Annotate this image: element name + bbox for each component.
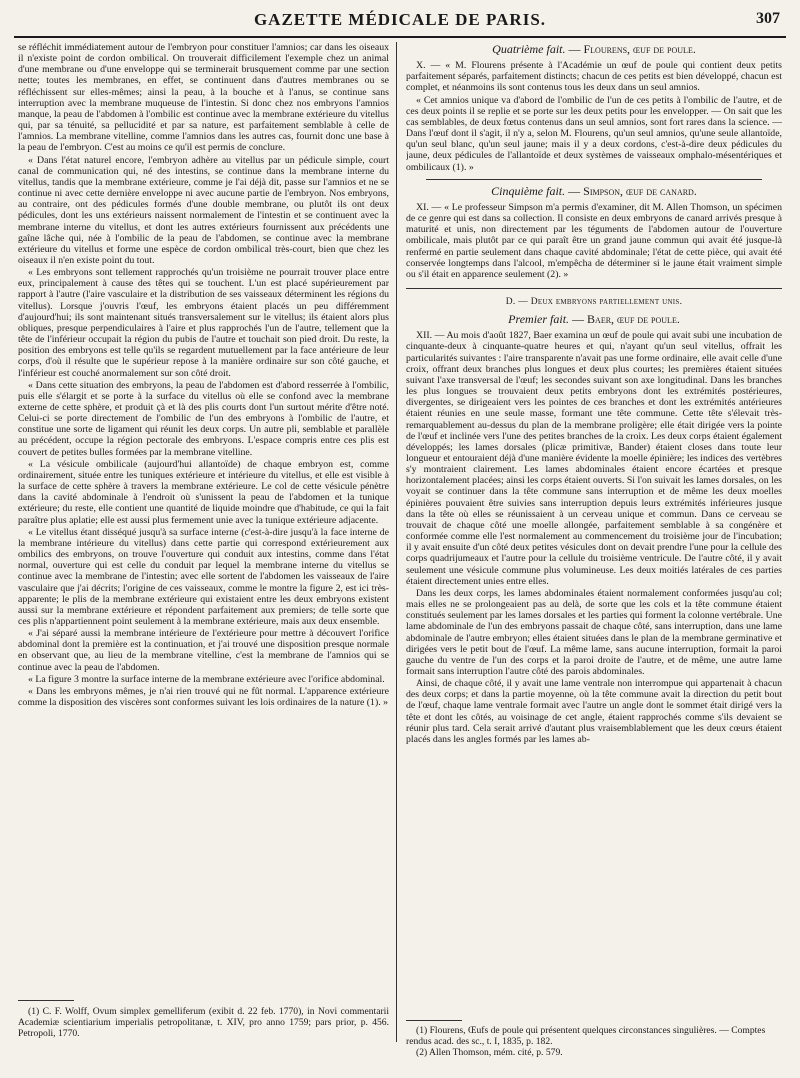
fait-title: Quatrième fait.	[492, 42, 566, 56]
fait-title: Premier fait.	[508, 312, 570, 327]
left-paragraph: « Les embryons sont tellement rapprochés qu'un troisième ne pourrait trouver place entre eux, principalement à cause des têtes qui se touchent. L'un est placé supérieurement par rapport à l'autre (l'aire vasculaire et la distribution de ses vaisseaux déterminent les régions du vitellus). Lorsque j'ouvris l'œuf, les embryons étaient placés un peu différemment d'aujourd'hui; ils sont maintenant situés transversalement sur le vitellus; ils étaient alors plus obliques, presque perpendiculaires à l'aire et plus rapprochés l'un de l'autre, tellement que la tête de l'inférieur occupait la région du pubis de l'autre et touchait son pied droit. Du reste, la position des embryons est telle qu'ils se regardent mutuellement par la face antérieure de leur corps, d'où il résulte que le supérieur repose à la manière ordinaire sur son côté gauche, et l'inférieur est couché anormalement sur son côté droit.	[18, 267, 389, 379]
right-paragraph: XI. — « Le professeur Simpson m'a permis d'examiner, dit M. Allen Thomson, un spécimen de ce genre qui est dans sa collection. Il consiste en deux embryons de canard arrivés presque à maturité et unis, non directement par les téguments de l'abdomen autour de l'ouverture ombilicale, mais plutôt par ce qui paraît être un grand jaune commun qui avait été jusque-là renfermé en partie seulement dans chaque cavité abdominale; l'état de cette pièce, qui avait été conservée longtemps dans l'alcool, m'empêcha de déterminer si le jaune était vraiment simple ou s'il était en apparence seulement (2). »	[406, 201, 782, 280]
column-divider	[396, 42, 397, 1042]
section-separator	[406, 288, 782, 289]
left-paragraph: « Dans cette situation des embryons, la peau de l'abdomen est d'abord resserrée à l'ombilic, puis elle s'élargit et se porte à la surface du vitellus où elle se confond avec la membrane externe de cette sphère, et produit çà et là des plis courts dont l'un surtout mérite d'être noté. Celui-ci se porte directement de l'ombilic de l'un des embryons à l'ombilic de l'autre, et constitue une sorte de ligament qui réunit les deux corps. Un autre pli, semblable et parallèle au précédent, occupe la région pectorale des embryons. L'espace compris entre ces plis est couvert de petites bulles formées par la membrane vitelline.	[18, 379, 389, 458]
right-footnotes	[406, 1020, 782, 1074]
fait-author: — Simpson, œuf de canard.	[568, 183, 697, 198]
footnote-rule	[18, 1000, 74, 1001]
fait-title: Cinquième fait.	[491, 183, 566, 198]
left-paragraph: « Le vitellus étant disséqué jusqu'à sa surface interne (c'est-à-dire jusqu'à la face interne de la membrane intérieure du vitellus) dans cette partie qui correspond extérieurement aux ombilics des embryons, on trouve l'ouverture qui conduit aux intestins, comme dans l'état normal, ouverture qui est celle du conduit par lequel la membrane interne du vitellus se continue avec la membrane de l'intestin; avec elle sortent de l'abdomen les vaisseaux de l'aire vasculaire que j'ai décrits; l'origine de ces vaisseaux, comme le montre la figure 2, est ici très-apparente; le plis de la membrane extérieure qui existaient entre les deux embryons existent aussi sur la membrane extérieure et répondent parfaitement aux premiers; de telle sorte que ces plis n'appartiennent point seulement à la membrane extérieure, mais aux deux ensemble.	[18, 526, 389, 627]
section-d-heading	[406, 297, 782, 308]
gazette-title: GAZETTE MÉDICALE DE PARIS.	[253, 10, 547, 29]
fait-heading-cinquieme	[406, 183, 782, 198]
right-paragraph: X. — « M. Flourens présente à l'Académie un œuf de poule qui contient deux petits parfaitement séparés, parfaitement distincts; chacun de ces petits est bien développé, chacun est complet, et néanmoins ils sont contenus tous les deux dans un seul amnios.	[406, 60, 782, 94]
left-paragraph: « Dans les embryons mêmes, je n'ai rien trouvé qui ne fût normal. L'apparence extérieure comme la disposition des viscères sont conformes suivant les lois ordinaires de la nature (1). »	[18, 685, 389, 709]
right-paragraph: Ainsi, de chaque côté, il y avait une lame ventrale non interrompue qui appartenait à chacun des deux corps; et dans la partie moyenne, où la tête commune avait la direction du petit bout de l'œuf, chaque lame ventrale formait avec l'autre un angle dont le sommet était dirigé vers la tête et dont les côtés, au voisinage de cet angle, étaient rapprochés comme s'ils devaient se réunir plus tard. Cela serait arrivé d'autant plus vraisemblablement que les deux cœurs étaient placés dans les angles formés par les lames ab-	[406, 678, 782, 745]
section-separator	[426, 179, 762, 180]
footnote-rule	[406, 1020, 462, 1021]
footnote: (2) Allen Thomson, mém. cité, p. 579.	[416, 1047, 563, 1058]
right-paragraph: Dans les deux corps, les lames abdominales étaient normalement conformées jusqu'au col; mais elles ne se prolongeaient pas au delà, de sorte que les cols et la tête commune étaient constitués seulement par les lames dorsales et les parties qui forment la colonne vertébrale. Une lame abdominale de l'un des embryons passait de chaque côté, sans interruption, dans une lame abdominale de l'autre embryon; elles étaient situées dans le plan de la membrane germinative et dirigées vers le petit bout de l'œuf. La même lame, sans aucune interruption, formait la paroi gauche du ventre de l'un des corps et la paroi droite de l'autre, et de même, une autre lame formait sans interruption l'autre côté des parois abdominales.	[406, 587, 782, 677]
page-header	[14, 8, 786, 38]
left-paragraph: « La vésicule ombilicale (aujourd'hui allantoïde) de chaque embryon est, comme ordinairement, située entre les tuniques extérieure et intérieure du vitellus, et elle est visible à la surface de cette sphère à travers la membrane extérieure. Le col de cette vésicule pénètre dans la cavité abdominale à l'endroit où s'unissent la peau de l'abdomen et la tunique extérieure; du reste, elle contient une quantité de liquide moindre que d'habitude, ce qui la fait paraître plus aplatie; elle est aussi plus fermement unie avec la tunique extérieure adjacente.	[18, 458, 389, 526]
fait-heading-quatrieme	[406, 44, 782, 55]
fait-author: — Baer, œuf de poule.	[572, 312, 680, 327]
fait-author: — Flourens, œuf de poule.	[568, 42, 696, 56]
fait-heading-premier	[406, 314, 782, 325]
section-title: — Deux embryons partiellement unis.	[518, 296, 683, 307]
right-paragraph: XII. — Au mois d'août 1827, Baer examina un œuf de poule qui avait subi une incubation de cinquante-deux à cinquante-quatre heures et qui, n'ayant qu'un seul vitellus, offrait les particularités suivantes : l'aire transparente n'avait pas une forme ordinaire, elle avait celle d'une croix, offrant deux branches plus longues et deux plus courtes; les premières étaient situées suivant l'axe transversal de l'œuf; les secondes suivant son axe longitudinal. Dans les branches les plus longues se trouvaient deux petits embryons dont les extrémités postérieures, divergentes, se dirigeaient vers les pointes de ces branches et dont les extrémités antérieures étaient réunies en une seule masse, formant une tête commune. Cette tête s'élevait très-remarquablement au-dessus du plan de la membrane proligère; elle était dirigée vers la pointe de l'œuf et inclinée vers l'une des petites branches de la croix. Les deux corps étaient également développés; les lames dorsales (plicæ primitivæ, Bander) étaient closes dans toute leur longueur et entouraient déjà d'une manière évidente la moelle épinière; les indices des vertèbres s'y montraient clairement. Les lames abdominales étaient encore écartées et presque horizontalement placées; ainsi les corps étaient ouverts. Si l'on suivait les lames dorsales, on les voyait se continuer dans la tête commune sans interruption et de même les deux moelles épinières pouvaient être suivies sans interruption depuis leurs extrémités inférieures jusque dans la tête où elles se réunissaient à un cerveau unique et commun. Dans ce cerveau se trouvait de chaque côté une moelle allongée, parfaitement semblable à sa congénère et conformée comme elle l'est normalement au commencement du troisième jour de l'incubation; il y avait ensuite d'un côté deux petites vésicules dont on devait prendre l'une pour la cellule des corps quadrijumeaux et l'autre pour la cellule du troisième ventricule. De l'autre côté, il y avait seulement une vésicule commune plus volumineuse. Les deux moitiés latérales de ces parties étaient directement unies entre elles.	[406, 330, 782, 587]
page-number: 307	[756, 10, 780, 27]
left-paragraph: « La figure 3 montre la surface interne de la membrane extérieure avec l'orifice abdominal.	[28, 673, 385, 685]
left-column	[18, 42, 389, 1042]
left-footnotes	[18, 1000, 389, 1060]
footnote: (1) C. F. Wolff, Ovum simplex gemelliferum (exibit d. 22 feb. 1770), in Novi commentarii Academiæ scientiarium imperialis petropolitanæ, t. XIV, pro anno 1759; pars prior, p. 456. Petropoli, 1770.	[18, 1006, 389, 1039]
footnote: (1) Flourens, Œufs de poule qui présentent quelques circonstances singulières. — Comptes rendus acad. des sc., t. I, 1835, p. 182.	[406, 1025, 766, 1047]
right-column	[406, 42, 782, 1070]
left-paragraph: « J'ai séparé aussi la membrane intérieure de l'extérieure pour mettre à découvert l'orifice abdominal dont la première est la continuation, et j'ai trouvé une disposition presque normale en observant que, au lieu de la membrane vitelline, c'est la membrane de l'amnios qui se continue avec la peau de l'abdomen.	[18, 628, 389, 673]
left-paragraph: « Dans l'état naturel encore, l'embryon adhère au vitellus par un pédicule simple, court canal de communication qui, né des intestins, se continue dans la membrane interne du vitellus, tandis que la membrane extérieure, comme je l'ai déjà dit, passe sur l'amnios et ne se continue ni avec cette dernière enveloppe ni avec aucune partie de l'embryon. Nos embryons, au contraire, ont des pédicules formés d'une double membrane, ou plutôt ils ont deux pédicules, dont les uns extérieurs naissent normalement de l'intestin et se continuent avec la membrane interne du vitellus, et dont les autres extérieurs fournissent aux précédents une gaîne lâche qui, née à l'ombilic de la peau de l'abdomen, se continue avec la membrane extérieure du vitellus et forme une espèce de cordon ombilical très-court, bien que chez les oiseaux il n'en existe point du tout.	[18, 154, 389, 266]
right-paragraph: « Cet amnios unique va d'abord de l'ombilic de l'un de ces petits à l'ombilic de l'autre, et de ces deux points il se replie et se porte sur les deux petits pour les envelopper. — On sait que les cas semblables, de deux fœtus contenus dans un seul amnios, sont fort rares dans la science. — Dans l'œuf dont il s'agit, il n'y a, selon M. Flourens, qu'un seul amnios, qu'une seule allantoïde, qu'un seul blanc, qu'un seul jaune; mais il y a deux cordons, c'est-à-dire deux pédicules du jaune, deux pédicules de l'allantoïde et deux systèmes de vaisseaux omphalo-mésentériques et ombilicaux (1). »	[406, 94, 782, 173]
left-paragraph: se réfléchit immédiatement autour de l'embryon pour constituer l'amnios; car dans les oiseaux il n'existe point de cordon ombilical. On trouverait difficilement l'exemple chez un animal d'une membrane ou d'une enveloppe qui se terminerait brusquement comme par une section nette; toutes les membranes, en effet, se continuent dans d'autres membranes ou se réfléchissent sur elles-mêmes; ainsi la peau, à la bouche et à l'anus, se continue sans interruption avec la membrane muqueuse de l'intestin. Si donc chez nos embryons l'amnios manque, la peau de l'abdomen à l'ombilic est continue avec la membrane extérieure du vitellus qui, par sa ténuité, sa pellucidité et par sa nature, est parfaitement semblable à celle de l'amnios. La membrane vitelline, comme l'amnios dans les autres cas, fournit donc une base à la peau de l'embryon. C'est au moins ce qu'il est permis de conclure.	[18, 42, 389, 154]
section-letter: D.	[505, 296, 516, 307]
